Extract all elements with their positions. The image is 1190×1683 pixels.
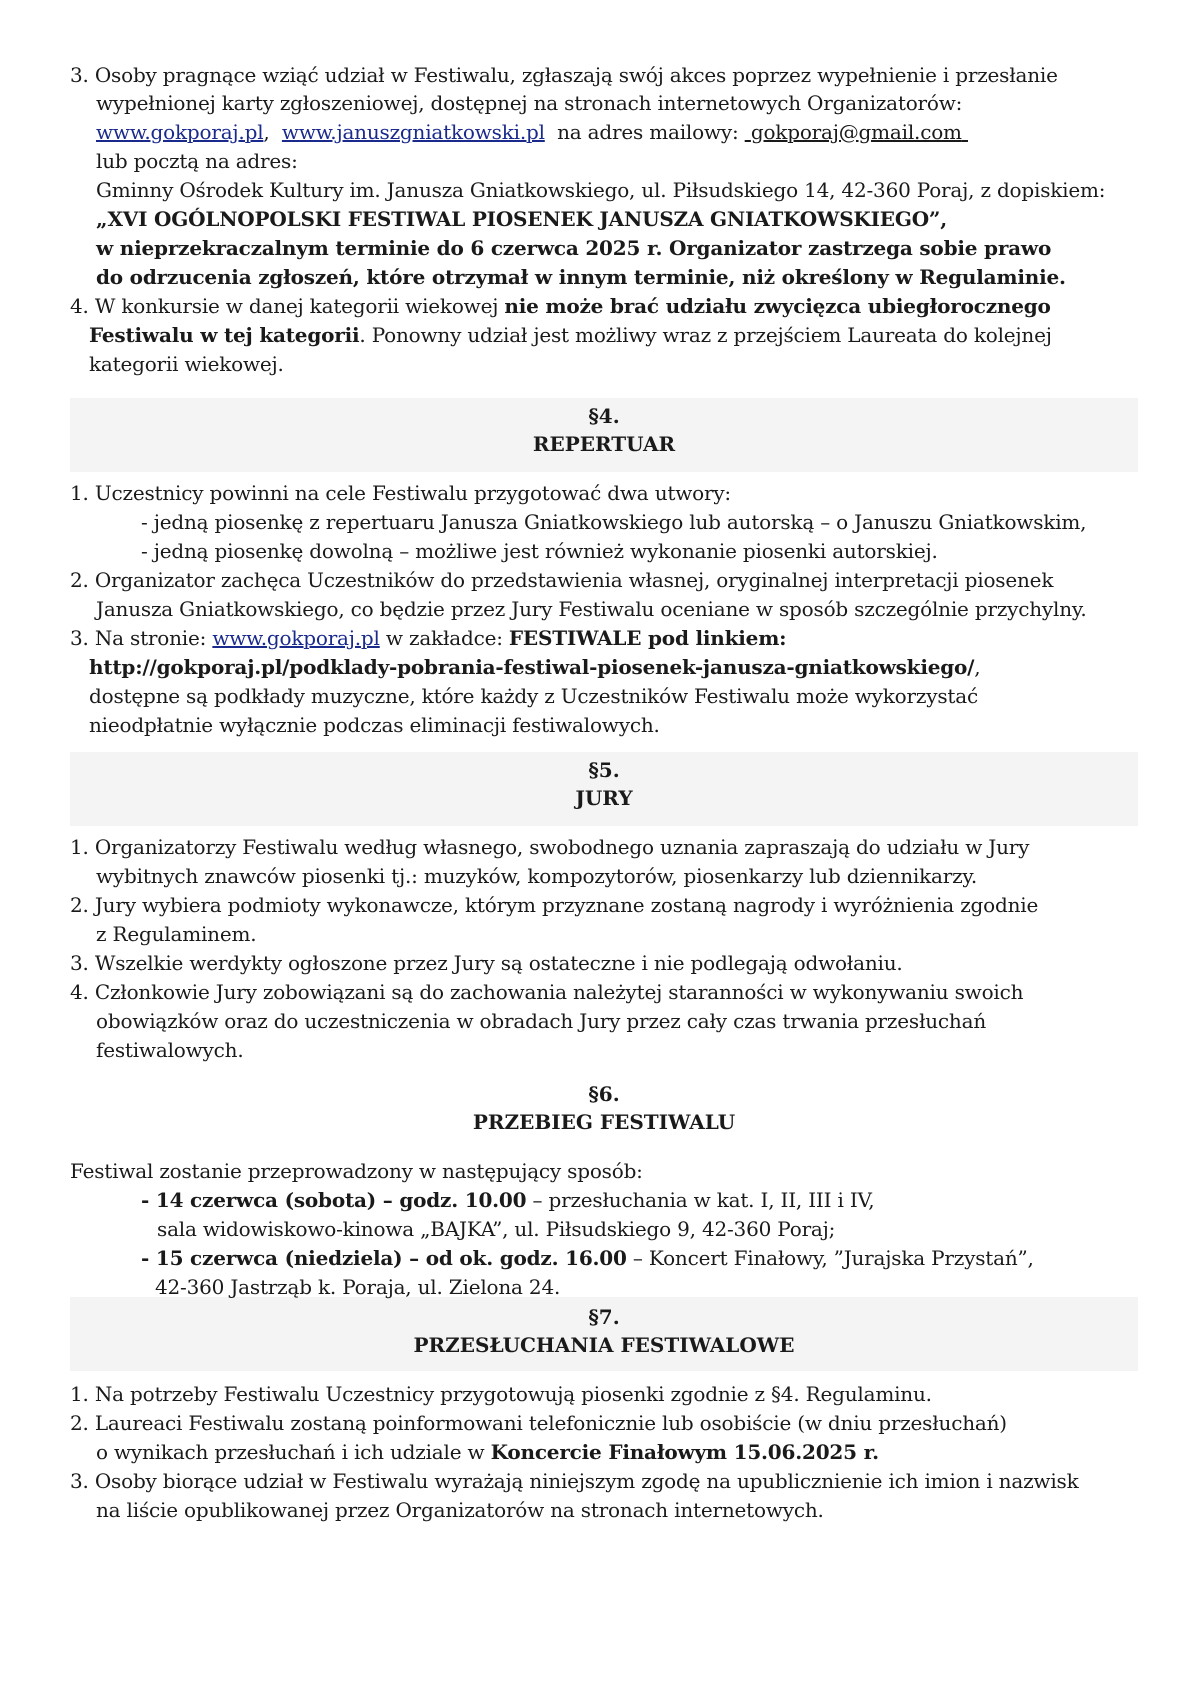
s5-line-5: 3. Wszelkie werdykty ogłoszone przez Jury są ostateczne i nie podlegają odwołaniu.: [70, 951, 903, 975]
s4-line-6: [70, 624, 786, 652]
s6-line-4: [141, 1244, 1034, 1272]
s6-line-5: 42-360 Jastrząb k. Poraja, ul. Zielona 24.: [155, 1275, 561, 1299]
s5-line-4: z Regulaminem.: [96, 922, 257, 946]
s4-l7-comma: ,: [974, 655, 981, 679]
point-4-line-1: [70, 292, 1051, 320]
s7-final-concert: Koncercie Finałowym 15.06.2025 r.: [490, 1440, 879, 1464]
point-3-links-line: [96, 118, 968, 146]
s4-line-3: - jedną piosenkę dowolną – możliwe jest również wykonanie piosenki autorskiej.: [141, 539, 938, 563]
s7-l3-text: o wynikach przesłuchań i ich udziale w: [96, 1440, 491, 1464]
s7-line-1: 1. Na potrzeby Festiwalu Uczestnicy przygotowują piosenki zgodnie z §4. Regulaminu.: [70, 1382, 932, 1406]
s7-line-2: 2. Laureaci Festiwalu zostaną poinformowani telefonicznie lub osobiście (w dniu przesłuchań): [70, 1411, 1007, 1435]
s6-line-1: Festiwal zostanie przeprowadzony w następujący sposób:: [70, 1159, 643, 1183]
section-5-title: JURY: [575, 786, 633, 810]
s6-day-1-desc: – przesłuchania w kat. I, II, III i IV,: [526, 1188, 875, 1212]
point-4-bold-b: Festiwalu w tej kategorii: [89, 323, 360, 347]
point-4-line-3: kategorii wiekowej.: [89, 352, 284, 376]
section-4-number: §4.: [588, 404, 620, 428]
gokporaj-link[interactable]: www.gokporaj.pl: [96, 120, 264, 144]
point-4-bold-a: nie może brać udziału zwycięzca ubiegłorocznego: [504, 294, 1051, 318]
point-4-text-a: 4. W konkursie w danej kategorii wiekowej: [70, 294, 505, 318]
section-6-number: §6.: [588, 1082, 620, 1106]
s6-line-2: [141, 1186, 874, 1214]
point-4-line-2: [89, 321, 1052, 349]
point-3-address: Gminny Ośrodek Kultury im. Janusza Gniatkowskiego, ul. Piłsudskiego 14, 42-360 Poraj, z dopiskiem:: [96, 178, 1106, 202]
point-3-rejection: do odrzucenia zgłoszeń, które otrzymał w innym terminie, niż określony w Regulaminie.: [96, 265, 1066, 289]
s4-l6-text-b: w zakładce:: [379, 626, 509, 650]
s7-line-4: 3. Osoby biorące udział w Festiwalu wyrażają niniejszym zgodę na upublicznienie ich imion i nazwisk: [70, 1469, 1079, 1493]
s5-line-6: 4. Członkowie Jury zobowiązani są do zachowania należytej staranności w wykonywaniu swoich: [70, 980, 1024, 1004]
email-link[interactable]: [745, 120, 968, 144]
s4-line-1: 1. Uczestnicy powinni na cele Festiwalu przygotować dwa utwory:: [70, 481, 731, 505]
point-3-festival-name: „XVI OGÓLNOPOLSKI FESTIWAL PIOSENEK JANUSZA GNIATKOWSKIEGO”,: [96, 207, 947, 231]
s5-line-8: festiwalowych.: [96, 1038, 244, 1062]
januszgniatkowski-link[interactable]: www.januszgniatkowski.pl: [281, 120, 545, 144]
point-3-deadline: w nieprzekraczalnym terminie do 6 czerwca 2025 r. Organizator zastrzega sobie prawo: [96, 236, 1052, 260]
section-4-title: REPERTUAR: [532, 432, 676, 456]
s4-line-5: Janusza Gniatkowskiego, co będzie przez Jury Festiwalu oceniane w sposób szczególnie przychylny.: [96, 597, 1087, 621]
s6-day-2: - 15 czerwca (niedziela) – od ok. godz. 16.00: [141, 1246, 627, 1270]
point-3-line-1: 3. Osoby pragnące wziąć udział w Festiwalu, zgłaszają swój akces poprzez wypełnienie i przesłanie: [70, 63, 1058, 87]
point-4-text-b: . Ponowny udział jest możliwy wraz z przejściem Laureata do kolejnej: [359, 323, 1052, 347]
s4-line-4: 2. Organizator zachęca Uczestników do przedstawienia własnej, oryginalnej interpretacji piosenek: [70, 568, 1054, 592]
mail-intro: na adres mailowy:: [557, 120, 739, 144]
s6-line-3: sala widowiskowo-kinowa „BAJKA”, ul. Piłsudskiego 9, 42-360 Poraj;: [157, 1217, 836, 1241]
s4-line-9: nieodpłatnie wyłącznie podczas eliminacji festiwalowych.: [89, 713, 660, 737]
section-7-title: PRZESŁUCHANIA FESTIWALOWE: [413, 1333, 795, 1357]
s4-l6-text: 3. Na stronie:: [70, 626, 213, 650]
s7-line-5: na liście opublikowanej przez Organizatorów na stronach internetowych.: [96, 1498, 824, 1522]
gokporaj-link-2[interactable]: www.gokporaj.pl: [212, 626, 380, 650]
s5-line-3: 2. Jury wybiera podmioty wykonawcze, którym przyznane zostaną nagrody i wyróżnienia zgodnie: [70, 893, 1039, 917]
section-6-title: PRZEBIEG FESTIWALU: [472, 1110, 736, 1134]
point-3-line-2: wypełnionej karty zgłoszeniowej, dostępnej na stronach internetowych Organizatorów:: [96, 91, 963, 115]
s5-line-2: wybitnych znawców piosenki tj.: muzyków, kompozytorów, piosenkarzy lub dziennikarzy.: [96, 864, 978, 888]
s4-line-2: - jedną piosenkę z repertuaru Janusza Gniatkowskiego lub autorską – o Januszu Gniatkowskim,: [141, 510, 1087, 534]
s7-line-3: [96, 1438, 879, 1466]
s4-line-7: [89, 653, 980, 681]
section-5-number: §5.: [588, 758, 620, 782]
s6-day-1: - 14 czerwca (sobota) – godz. 10.00: [141, 1188, 527, 1212]
section-7-number: §7.: [588, 1305, 620, 1329]
email-text: gokporaj@gmail.com: [750, 120, 962, 144]
s4-line-8: dostępne są podkłady muzyczne, które każdy z Uczestników Festiwalu może wykorzystać: [89, 684, 978, 708]
s6-day-2-desc: – Koncert Finałowy, ”Jurajska Przystań”,: [626, 1246, 1034, 1270]
point-3-line-4: lub pocztą na adres:: [96, 149, 298, 173]
backing-tracks-url[interactable]: http://gokporaj.pl/podklady-pobrania-festiwal-piosenek-janusza-gniatkowskiego/: [89, 655, 975, 679]
s5-line-1: 1. Organizatorzy Festiwalu według własnego, swobodnego uznania zapraszają do udziału w Jury: [70, 835, 1030, 859]
comma: ,: [263, 120, 270, 144]
s4-l6-bold: FESTIWALE pod linkiem:: [508, 626, 787, 650]
s5-line-7: obowiązków oraz do uczestniczenia w obradach Jury przez cały czas trwania przesłuchań: [96, 1009, 987, 1033]
